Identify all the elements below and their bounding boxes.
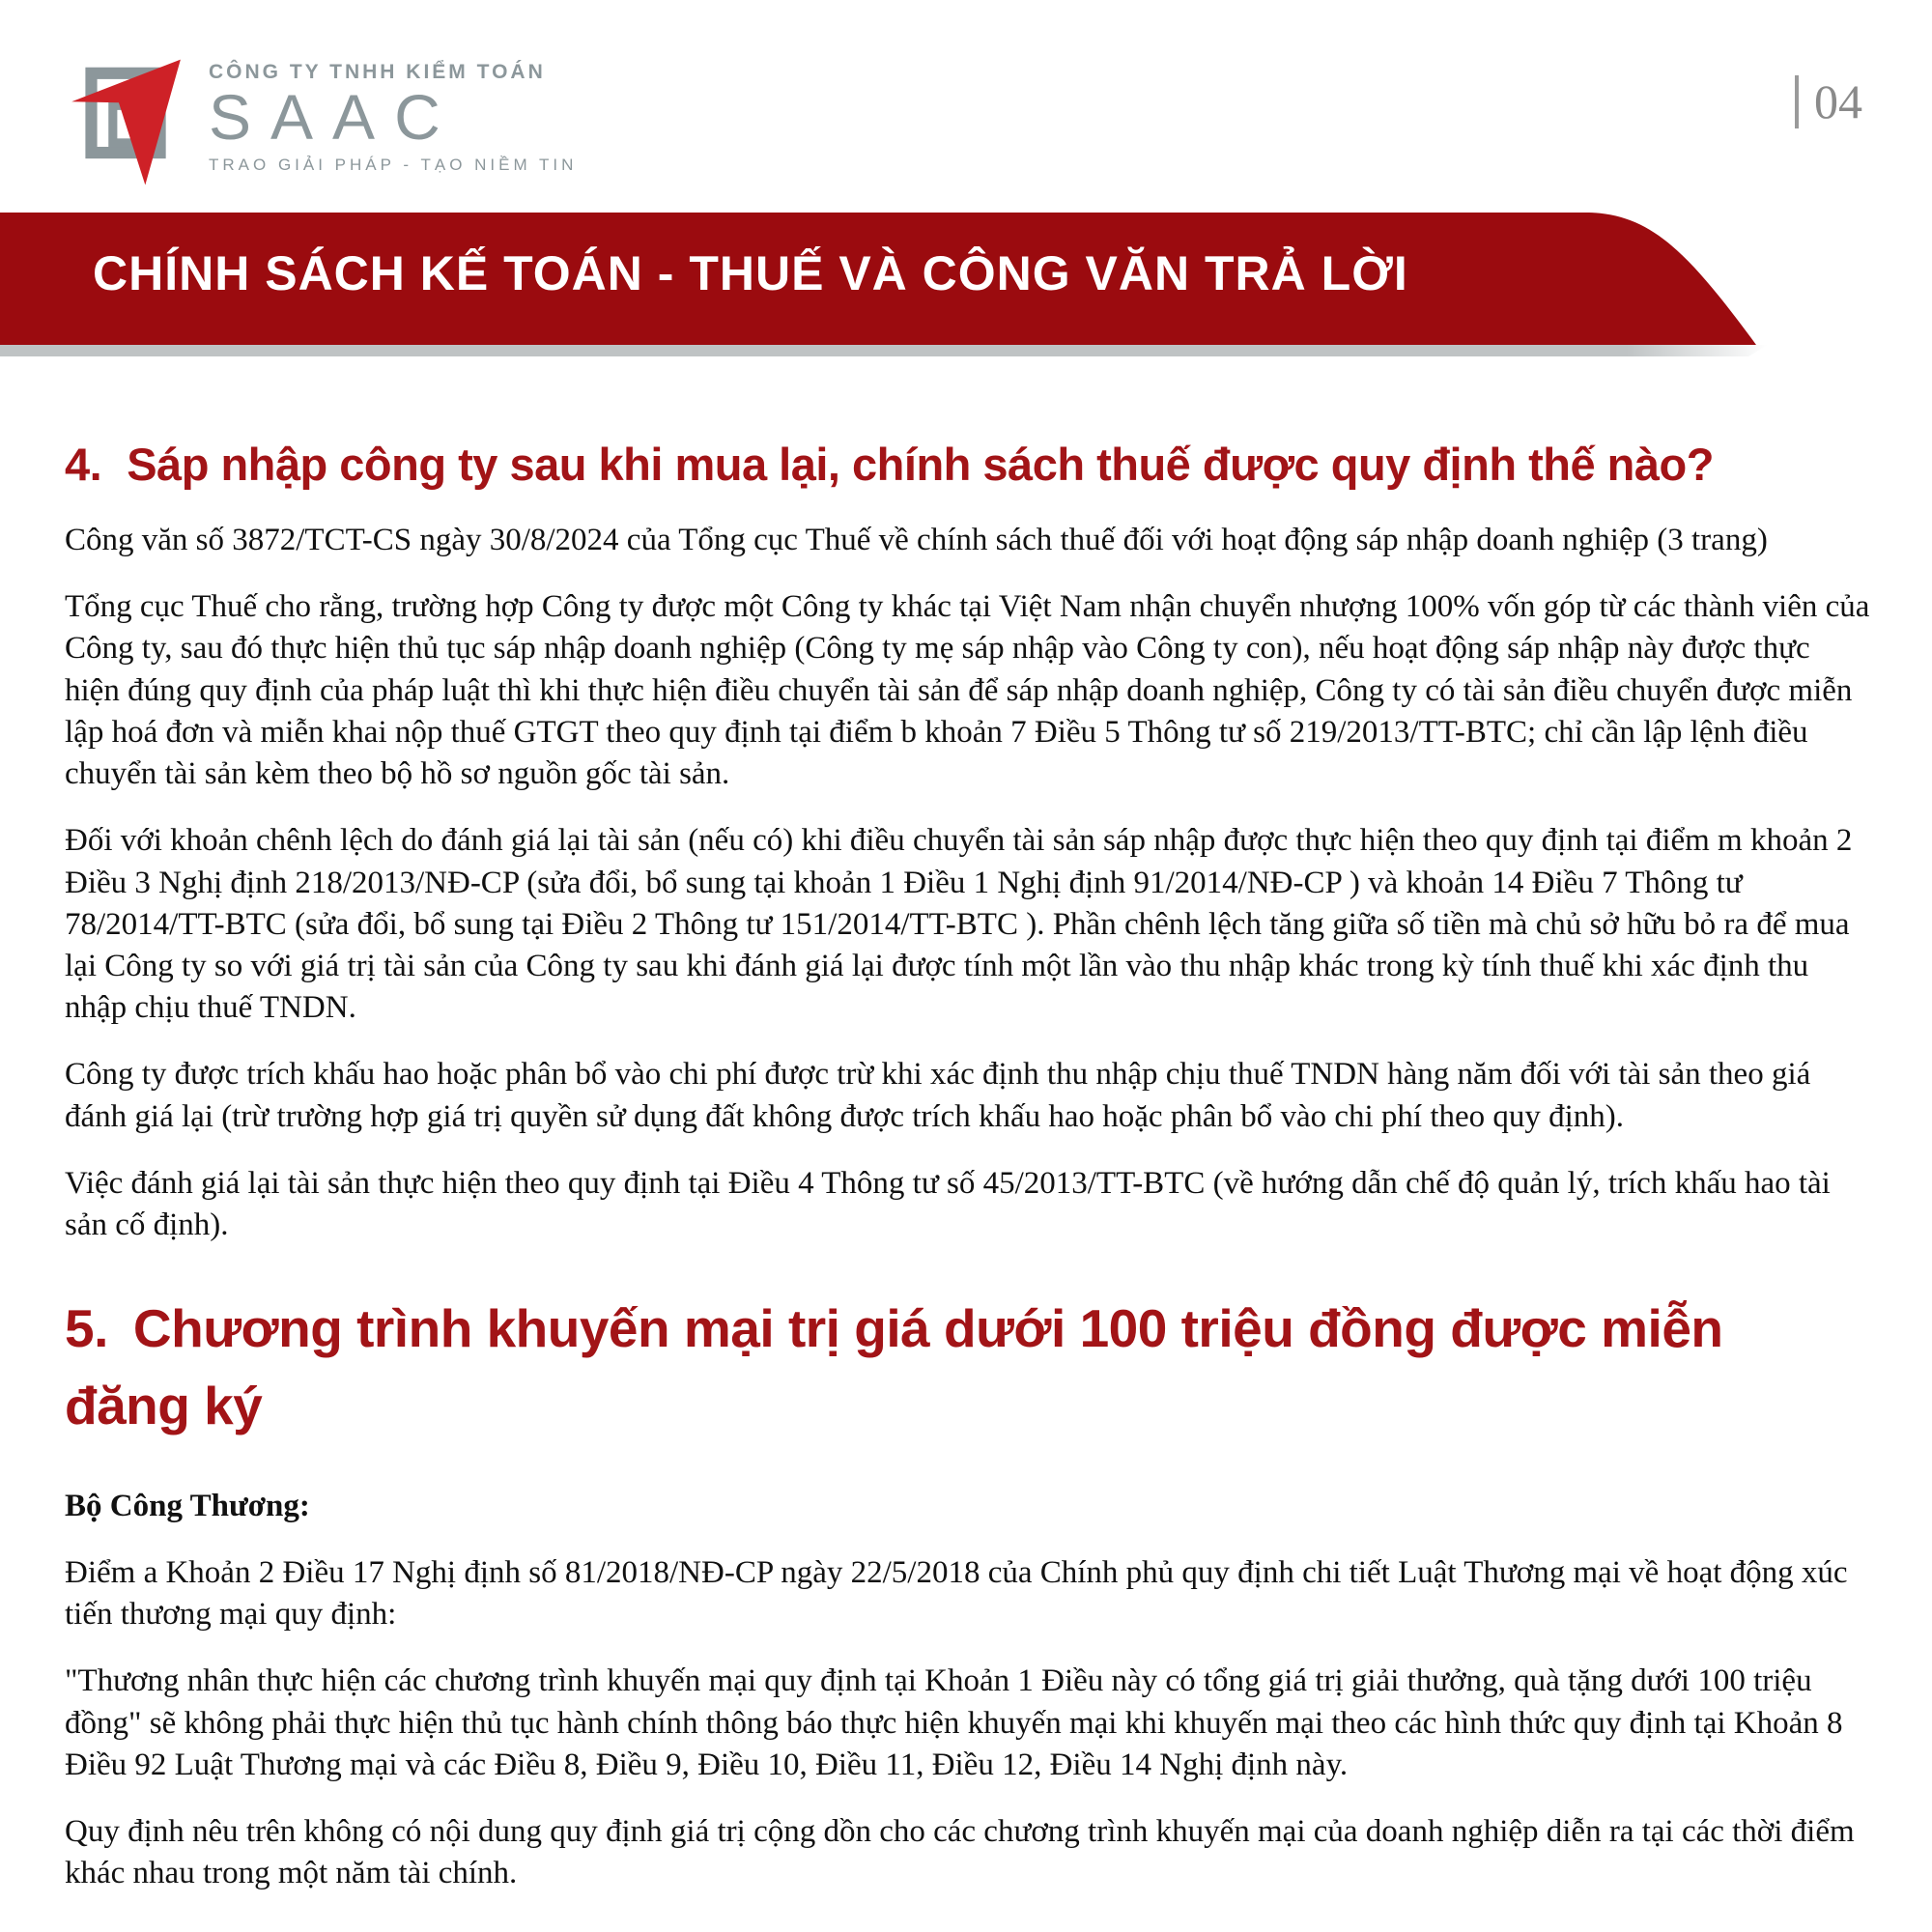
paragraph: Tổng cục Thuế cho rằng, trường hợp Công ty được một Công ty khác tại Việt Nam nhận chuyển nhượng 100% vốn góp từ các thành viên của Công ty, sau đó thực hiện thủ tục sáp nhập doanh nghiệp (Công ty mẹ sáp nhập vào Công ty con), nếu hoạt động sáp nhập này được thực hiện đúng quy định của pháp luật thì khi thực hiện điều chuyển tài sản để sáp nhập doanh nghiệp, Công ty có tài sản điều chuyển được miễn lập hoá đơn và miễn khai nộp thuế GTGT theo quy định tại điểm b khoản 7 Điều 5 Thông tư số 219/2013/TT-BTC; chỉ cần lập lệnh điều chuyển tài sản kèm theo bộ hồ sơ nguồn gốc tài sản. xyxy=(65,589,1870,792)
page-header xyxy=(0,0,1932,213)
company-logo xyxy=(60,46,577,189)
paragraph: "Thương nhân thực hiện các chương trình khuyến mại quy định tại Khoản 1 Điều này có tổng giá trị giải thưởng, quà tặng dưới 100 triệu đồng" sẽ không phải thực hiện thủ tục hành chính thông báo thực hiện khuyến mại khi khuyến mại theo các hình thức quy định tại Khoản 8 Điều 92 Luật Thương mại và các Điều 8, Điều 9, Điều 10, Điều 11, Điều 12, Điều 14 Nghị định này. xyxy=(65,1663,1843,1782)
page-number: 04 xyxy=(1795,75,1862,128)
logo-name: SAAC xyxy=(209,81,460,154)
paragraph: Quy định nêu trên không có nội dung quy định giá trị cộng dồn cho các chương trình khuyến mại của doanh nghiệp diễn ra tại các thời điểm khác nhau trong một năm tài chính. xyxy=(65,1814,1855,1891)
ministry-label: Bộ Công Thương: xyxy=(65,1488,310,1523)
section-4-heading xyxy=(65,439,1870,491)
paragraph: Điểm a Khoản 2 Điều 17 Nghị định số 81/2018/NĐ-CP ngày 22/5/2018 của Chính phủ quy định chi tiết Luật Thương mại về hoạt động xúc tiến thương mại quy định: xyxy=(65,1555,1848,1633)
section-4-title: Sáp nhập công ty sau khi mua lại, chính sách thuế được quy định thế nào? xyxy=(127,439,1714,490)
logo-company-type: CÔNG TY TNHH KIỂM TOÁN xyxy=(209,61,546,84)
section-banner xyxy=(0,213,1932,357)
paragraph: Đối với khoản chênh lệch do đánh giá lại tài sản (nếu có) khi điều chuyển tài sản sáp nhập được thực hiện theo quy định tại điểm m khoản 2 Điều 3 Nghị định 218/2013/NĐ-CP (sửa đổi, bổ sung tại khoản 1 Điều 1 Nghị định 91/2014/NĐ-CP ) và khoản 14 Điều 7 Thông tư 78/2014/TT-BTC (sửa đổi, bổ sung tại Điều 2 Thông tư 151/2014/TT-BTC ). Phần chênh lệch tăng giữa số tiền mà chủ sở hữu bỏ ra để mua lại Công ty so với giá trị tài sản của Công ty sau khi đánh giá lại được tính một lần vào thu nhập khác trong kỳ tính thuế khi xác định thu nhập chịu thuế TNDN. xyxy=(65,823,1853,1026)
section-5-number: 5. xyxy=(65,1298,108,1359)
paragraph: Công văn số 3872/TCT-CS ngày 30/8/2024 của Tổng cục Thuế về chính sách thuế đối với hoạt động sáp nhập doanh nghiệp (3 trang) xyxy=(65,523,1768,558)
logo-text-block xyxy=(209,61,577,174)
section-4-number: 4. xyxy=(65,439,102,490)
banner-title: CHÍNH SÁCH KẾ TOÁN - THUẾ VÀ CÔNG VĂN TRẢ LỜI xyxy=(93,246,1408,300)
page-content xyxy=(0,357,1932,1920)
logo-slogan: TRAO GIẢI PHÁP - TẠO NIỀM TIN xyxy=(209,155,578,174)
section-5-title: Chương trình khuyến mại trị giá dưới 100 triệu đồng được miễn đăng ký xyxy=(65,1298,1723,1436)
section-5-heading xyxy=(65,1291,1726,1445)
paragraph: Công ty được trích khấu hao hoặc phân bổ vào chi phí được trừ khi xác định thu nhập chịu thuế TNDN hàng năm đối với tài sản theo giá đánh giá lại (trừ trường hợp giá trị quyền sử dụng đất không được trích khấu hao hoặc phân bổ vào chi phí theo quy định). xyxy=(65,1057,1811,1134)
saac-logo-icon xyxy=(60,46,187,189)
paragraph: Việc đánh giá lại tài sản thực hiện theo quy định tại Điều 4 Thông tư số 45/2013/TT-BTC (về hướng dẫn chế độ quản lý, trích khấu hao tài sản cố định). xyxy=(65,1165,1831,1243)
